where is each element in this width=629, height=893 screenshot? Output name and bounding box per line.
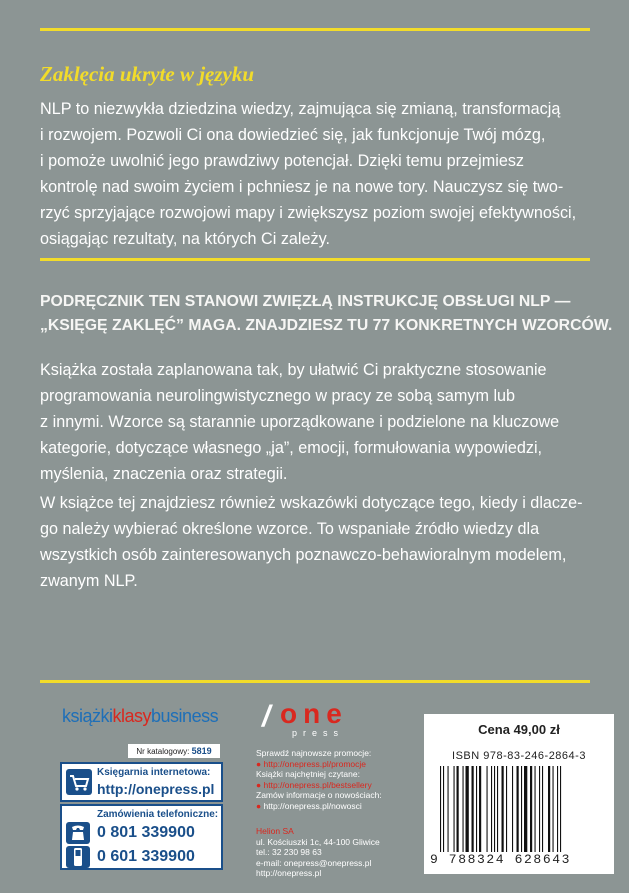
p2-line: go należy wybierać określone wzorce. To wspaniałe źródło wiedzy dla: [40, 520, 540, 538]
barcode-bar: [448, 766, 449, 852]
bullet-icon: ●: [256, 779, 264, 790]
price-label: Cena 49,00 zł: [478, 722, 560, 737]
p2-line: zwanym NLP.: [40, 572, 138, 590]
bookstore-box[interactable]: [60, 762, 223, 802]
intro-line: kontrolę nad swoim życiem i pchniesz je na nowe tory. Nauczysz się two-: [40, 178, 564, 196]
p2-line: W książce tej znajdziesz również wskazówki dotyczące tego, kiedy i dlacze-: [40, 494, 583, 512]
barcode-bar: [463, 766, 464, 852]
intro-line: i pomoże uwolnić jego prawdziwy potencjał. Dzięki temu przejmiesz: [40, 152, 525, 170]
publisher-logo-big: one: [280, 698, 348, 729]
mobile-phone-icon: [66, 846, 90, 868]
phone-orders-box: [60, 804, 223, 870]
barcode-bar: [557, 766, 558, 852]
barcode-bar: [502, 766, 504, 852]
intro-paragraph: [40, 96, 600, 252]
bottom-rule: [40, 680, 590, 683]
phone-icon: [66, 822, 90, 844]
barcode-bar: [457, 766, 459, 852]
barcode-bar: [548, 766, 550, 852]
p1-line: myślenia, znaczenia oraz strategii.: [40, 465, 288, 483]
barcode-bar: [512, 766, 513, 852]
phone-orders-label: Zamówienia telefoniczne:: [97, 809, 219, 820]
heading-line: „KSIĘGĘ ZAKLĘĆ” MAGA. ZNAJDZIESZ TU 77 KONKRETNYCH WZORCÓW.: [40, 317, 613, 334]
barcode-bar: [443, 766, 444, 852]
book-title: Zaklęcia ukryte w języku: [40, 62, 255, 86]
barcode-bar: [479, 766, 481, 852]
intro-line: rzyć sprzyjające rozwojowi mapy i zwiększysz poziom swojej efektywności,: [40, 204, 577, 222]
promo-text: Książki najchętniej czytane:: [256, 769, 360, 779]
promo-links: [256, 748, 382, 811]
price-box: [424, 714, 614, 874]
barcode-bar: [524, 766, 527, 852]
publisher-name: Helion SA: [256, 826, 294, 836]
intro-line: i rozwojem. Pozwoli Ci ona dowiedzieć się, jak funkcjonuje Twój mózg,: [40, 126, 546, 144]
promo-text: Sprawdź najnowsze promocje:: [256, 748, 372, 758]
barcode-bar: [491, 766, 492, 852]
heading-line: PODRĘCZNIK TEN STANOWI ZWIĘZŁĄ INSTRUKCJĘ OBSŁUGI NLP —: [40, 293, 571, 310]
section-heading: [40, 290, 613, 338]
intro-line: NLP to niezwykła dziedzina wiedzy, zajmująca się zmianą, transformacją: [40, 100, 561, 118]
barcode-bar: [487, 766, 488, 852]
barcode-bar: [506, 766, 507, 852]
catalog-value: 5819: [191, 746, 212, 756]
promo-link[interactable]: ● http://onepress.pl/promocje: [256, 758, 367, 769]
series-logo-part1: książki: [62, 706, 113, 726]
barcode-bar: [535, 766, 536, 852]
top-rule: [40, 28, 590, 31]
barcode-bar: [539, 766, 540, 852]
p2-line: wszystkich osób zainteresowanych poznawczo-behawioralnym modelem,: [40, 546, 567, 564]
promo-link[interactable]: ● http://onepress.pl/nowosci: [256, 800, 362, 811]
description-paragraph-1: [40, 357, 600, 487]
barcode: [436, 766, 602, 852]
intro-line: osiągając rezultaty, na których Ci zależy.: [40, 230, 330, 248]
barcode-bar: [440, 766, 441, 852]
barcode-bar: [560, 766, 561, 852]
series-logo: [62, 706, 218, 727]
series-logo-part3: business: [151, 706, 219, 726]
phone-number-1[interactable]: 0 801 339900: [97, 824, 195, 841]
barcode-bar: [472, 766, 474, 852]
phone-line: tel.: 32 230 98 63: [256, 847, 322, 857]
description-paragraph-2: [40, 490, 600, 594]
barcode-bar: [542, 766, 543, 852]
barcode-bar: [553, 766, 554, 852]
barcode-bar: [521, 766, 522, 852]
bookstore-url[interactable]: http://onepress.pl: [97, 781, 215, 797]
publisher-logo-small: press: [292, 728, 345, 738]
barcode-bar: [494, 766, 495, 852]
barcode-bar: [517, 766, 519, 852]
p1-line: z innymi. Wzorce są starannie uporządkowane i podzielone na kluczowe: [40, 413, 560, 431]
catalog-label: Nr katalogowy:: [136, 747, 190, 756]
middle-rule: [40, 258, 590, 261]
bookstore-label: Księgarnia internetowa:: [97, 767, 211, 778]
publisher-address: [256, 826, 380, 879]
isbn-label: ISBN 978-83-246-2864-3: [452, 750, 586, 762]
barcode-bar: [530, 766, 532, 852]
barcode-digits: 9 788324 628643: [430, 852, 572, 867]
barcode-bar: [454, 766, 455, 852]
p1-line: kategorie, dotyczące własnego „ja”, emocji, formułowania wypowiedzi,: [40, 439, 543, 457]
p1-line: Książka została zaplanowana tak, by ułatwić Ci praktyczne stosowanie: [40, 361, 547, 379]
website-line[interactable]: http://onepress.pl: [256, 868, 322, 878]
series-logo-part2: klasy: [112, 706, 152, 726]
shopping-cart-icon: [66, 769, 92, 795]
promo-link[interactable]: ● http://onepress.pl/bestsellery: [256, 779, 372, 790]
email-line[interactable]: e-mail: onepress@onepress.pl: [256, 857, 372, 868]
p1-line: programowania neurolingwistycznego w pracy ze sobą samym lub: [40, 387, 516, 405]
publisher-logo: [256, 698, 366, 738]
address-line: ul. Kościuszki 1c, 44-100 Gliwice: [256, 836, 380, 847]
barcode-bar: [476, 766, 477, 852]
publisher-mark-icon: /: [262, 700, 271, 733]
catalog-number: [128, 744, 220, 758]
promo-text: Zamów informacje o nowościach:: [256, 790, 382, 800]
phone-number-2[interactable]: 0 601 339900: [97, 848, 195, 865]
barcode-bar: [497, 766, 498, 852]
bullet-icon: ●: [256, 758, 264, 769]
barcode-bar: [466, 766, 469, 852]
bullet-icon: ●: [256, 800, 264, 811]
